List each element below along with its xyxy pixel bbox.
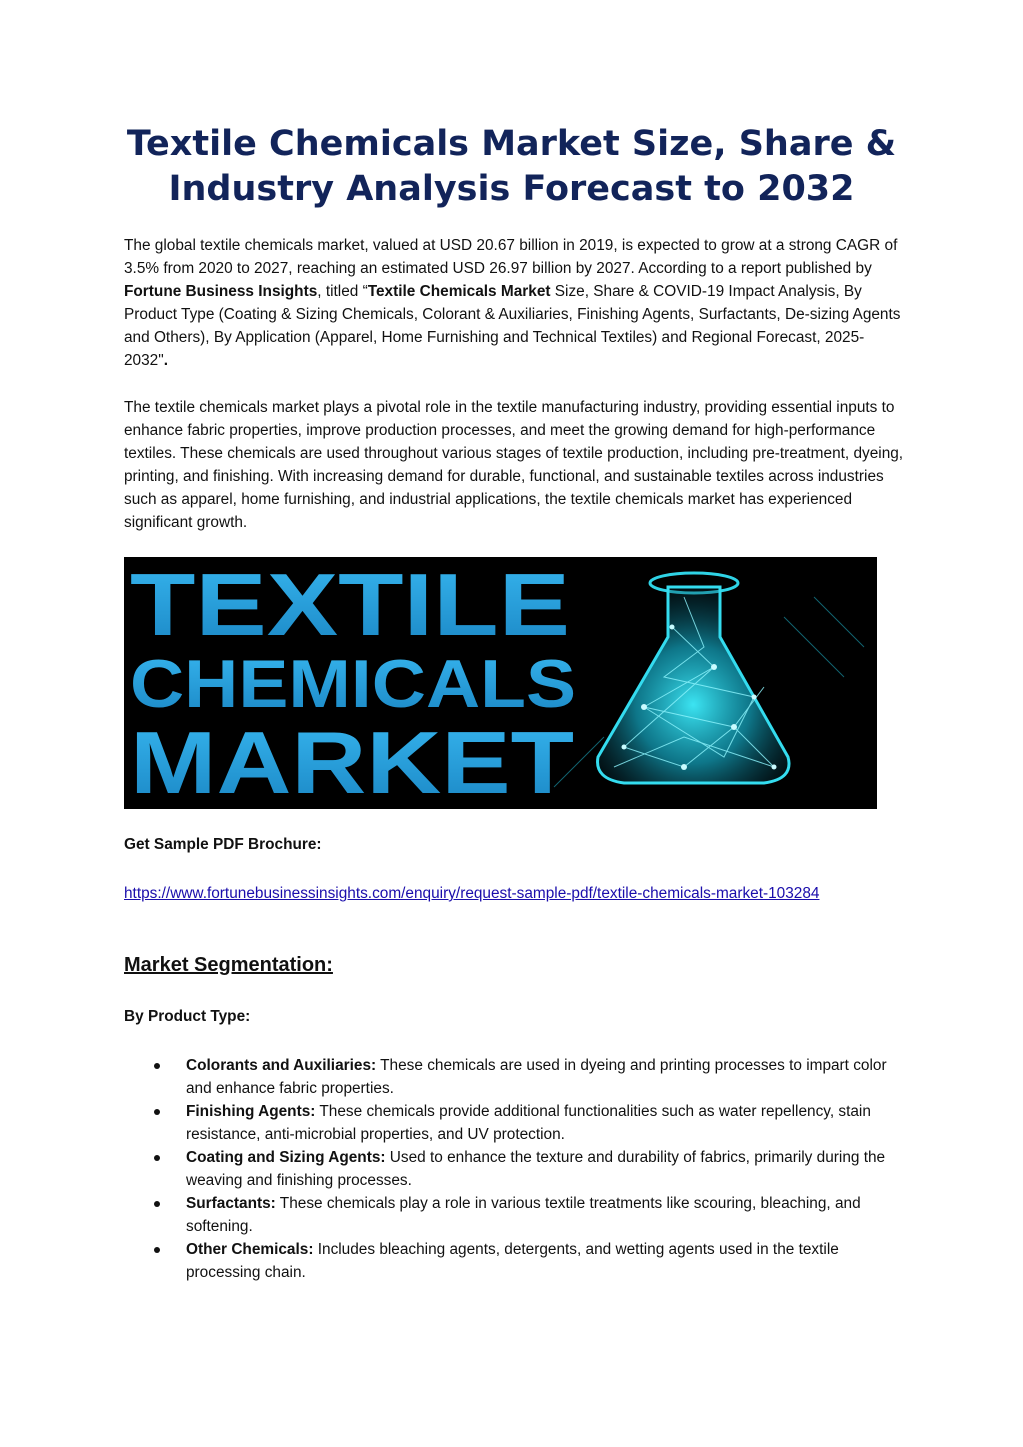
list-item <box>154 1100 914 1146</box>
hero-banner-image <box>124 557 877 809</box>
intro-text-3: Size, Share & COVID-19 Impact Analysis, By Product Type (Coating & Sizing Chemicals, Colorant & Auxiliaries, Finishing Agents, Surfactants, De-sizing Agents and Others), By Application (Apparel, Home Furnishing and Technical Textiles) and Regional Forecast, 2025-2032" <box>124 283 901 369</box>
item-term: Colorants and Auxiliaries: <box>186 1057 377 1074</box>
intro-paragraph <box>124 234 904 372</box>
overview-paragraph: The textile chemicals market plays a pivotal role in the textile manufacturing industry, providing essential inputs to enhance fabric properties, improve production processes, and meet the growing demand for high-performance textiles. These chemicals are used throughout various stages of textile production, including pre-treatment, dyeing, printing, and finishing. With increasing demand for durable, functional, and sustainable textiles across industries such as apparel, home furnishing, and industrial applications, the textile chemicals market has experienced significant growth. <box>124 399 904 531</box>
item-desc: These chemicals provide additional functionalities such as water repellency, stain resistance, anti-microbial properties, and UV protection. <box>186 1103 871 1143</box>
list-item <box>154 1238 914 1284</box>
item-desc: These chemicals play a role in various textile treatments like scouring, bleaching, and softening. <box>186 1195 861 1235</box>
hero-text-line-1: TEXTILE <box>130 557 570 654</box>
list-item <box>154 1146 914 1192</box>
item-term: Finishing Agents: <box>186 1103 316 1120</box>
list-item <box>154 1192 914 1238</box>
report-title-bold: Textile Chemicals Market <box>367 283 551 300</box>
bullet-icon <box>154 1201 160 1207</box>
list-item <box>154 1054 914 1100</box>
intro-text-2: , titled “ <box>317 283 368 300</box>
sample-pdf-link[interactable]: https://www.fortunebusinessinsights.com/enquiry/request-sample-pdf/textile-chemicals-market-103284 <box>124 885 820 902</box>
product-type-label: By Product Type: <box>124 1008 251 1025</box>
item-term: Coating and Sizing Agents: <box>186 1149 386 1166</box>
bullet-icon <box>154 1247 160 1253</box>
item-term: Surfactants: <box>186 1195 276 1212</box>
hero-text-line-2: CHEMICALS <box>130 646 576 722</box>
item-term: Other Chemicals: <box>186 1241 314 1258</box>
bullet-icon <box>154 1155 160 1161</box>
page-title: Textile Chemicals Market Size, Share & Industry Analysis Forecast to 2032 <box>126 124 897 209</box>
intro-end: . <box>163 352 168 369</box>
bullet-icon <box>154 1063 160 1069</box>
publisher-name: Fortune Business Insights <box>124 283 318 300</box>
market-segmentation-heading: Market Segmentation: <box>124 954 333 976</box>
sample-brochure-label: Get Sample PDF Brochure: <box>124 836 322 853</box>
bullet-icon <box>154 1109 160 1115</box>
item-desc: Used to enhance the texture and durability of fabrics, primarily during the weaving and finishing processes. <box>186 1149 886 1189</box>
intro-text: The global textile chemicals market, valued at USD 20.67 billion in 2019, is expected to grow at a strong CAGR of 3.5% from 2020 to 2027, reaching an estimated USD 26.97 billion by 2027. According to a report published by <box>124 237 898 277</box>
item-desc: These chemicals are used in dyeing and printing processes to impart color and enhance fabric properties. <box>186 1057 887 1097</box>
item-desc: Includes bleaching agents, detergents, and wetting agents used in the textile processing chain. <box>186 1241 839 1281</box>
hero-text-line-3: MARKET <box>130 713 574 809</box>
product-type-list <box>154 1054 914 1284</box>
